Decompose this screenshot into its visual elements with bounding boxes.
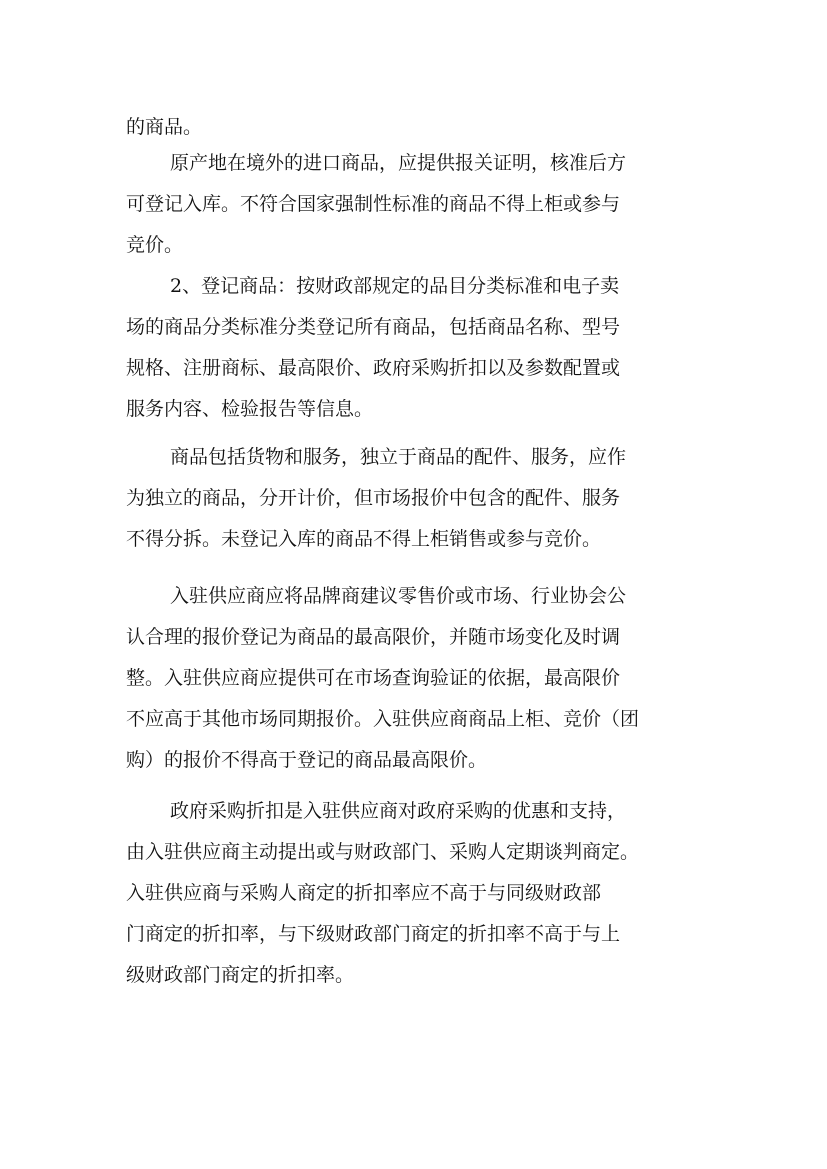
text-line: 门商定的折扣率，与下级财政部门商定的折扣率不高于与上 xyxy=(126,923,621,945)
text-line: 不应高于其他市场同期报价。入驻供应商商品上柜、竞价（团 xyxy=(126,708,640,730)
text-line: 入驻供应商应将品牌商建议零售价或市场、行业协会公 xyxy=(170,585,627,607)
text-line: 商品包括货物和服务，独立于商品的配件、服务，应作 xyxy=(170,446,627,468)
text-line: 规格、注册商标、最高限价、政府采购折扣以及参数配置或 xyxy=(126,357,621,379)
text-line: 原产地在境外的进口商品，应提供报关证明，核准后方 xyxy=(170,152,627,174)
text-line: 2、登记商品：按财政部规定的品目分类标准和电子卖 xyxy=(170,275,620,297)
text-line: 可登记入库。不符合国家强制性标准的商品不得上柜或参与 xyxy=(126,193,621,215)
text-line: 不得分拆。未登记入库的商品不得上柜销售或参与竞价。 xyxy=(126,528,602,550)
text-line: 整。入驻供应商应提供可在市场查询验证的依据，最高限价 xyxy=(126,667,621,689)
text-line: 的商品。 xyxy=(126,116,203,138)
text-line: 政府采购折扣是入驻供应商对政府采购的优惠和支持， xyxy=(170,800,627,822)
text-line: 认合理的报价登记为商品的最高限价，并随市场变化及时调 xyxy=(126,626,621,648)
text-line: 为独立的商品，分开计价，但市场报价中包含的配件、服务 xyxy=(126,487,621,509)
text-line: 场的商品分类标准分类登记所有商品，包括商品名称、型号 xyxy=(126,316,621,338)
text-line: 购）的报价不得高于登记的商品最高限价。 xyxy=(126,749,488,771)
text-line: 由入驻供应商主动提出或与财政部门、采购人定期谈判商定。 xyxy=(126,841,640,863)
text-line: 服务内容、检验报告等信息。 xyxy=(126,398,374,420)
text-line: 级财政部门商定的折扣率。 xyxy=(126,964,355,986)
text-line: 竞价。 xyxy=(126,234,184,256)
text-line: 入驻供应商与采购人商定的折扣率应不高于与同级财政部 xyxy=(126,882,602,904)
